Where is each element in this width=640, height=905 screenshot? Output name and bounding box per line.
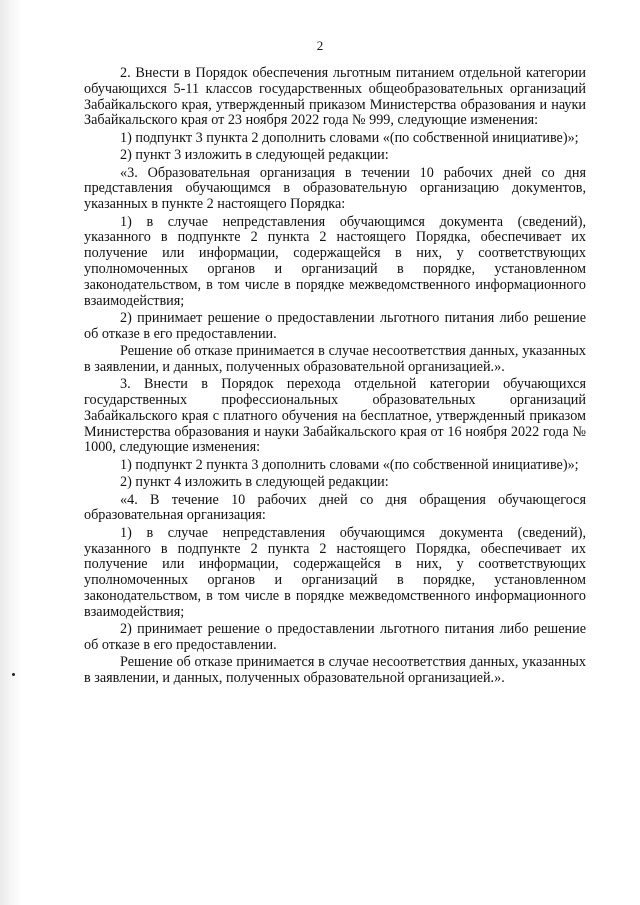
paragraph-subitem-1: 1) подпункт 3 пункта 2 дополнить словами «(по собственной инициативе)»; [120, 129, 579, 146]
paragraph-quoted-point-4: «4. В течение 10 рабочих дней со дня обращения обучающегося образовательная организация: [84, 491, 586, 524]
paragraph-refusal-note-b: Решение об отказе принимается в случае несоответствия данных, указанных в заявлении, и данных, полученных образовательной организацией.». [84, 654, 586, 687]
scan-shadow-edge [0, 0, 22, 905]
paragraph-quoted-subitem-1b: 1) в случае непредставления обучающимся документа (сведений), указанного в подпункте 2 пункта 2 настоящего Порядка, обеспечивает их получение или информации, содержащейся в них, у соответствующих уполномоченных органов и организаций в порядке, установленном законодательством, в том числе в порядке межведомственного информационного взаимодействия; [84, 524, 586, 620]
paragraph-item-2: 2. Внести в Порядок обеспечения льготным питанием отдельной категории обучающихся 5-11 классов государственных общеобразовательных организаций Забайкальского края, утвержденный приказом Министерства образования и науки Забайкальского края от 23 ноября 2022 года № 999, следующие изменения: [84, 65, 586, 129]
paragraph-quoted-subitem-2: 2) принимает решение о предоставлении льготного питания либо решение об отказе в его предоставлении. [84, 309, 586, 342]
paragraph-subitem-1b: 1) подпункт 2 пункта 3 дополнить словами «(по собственной инициативе)»; [120, 456, 579, 473]
paragraph-subitem-2: 2) пункт 3 изложить в следующей редакции: [120, 147, 389, 164]
paragraph-item-3: 3. Внести в Порядок перехода отдельной категории обучающихся государственных профессиональных образовательных организаций Забайкальского края с платного обучения на бесплатное, утвержденный приказом Министерства образования и науки Забайкальского края от 16 ноября 2022 года № 1000, следующие изменения: [84, 376, 586, 456]
paragraph-quoted-subitem-2b: 2) принимает решение о предоставлении льготного питания либо решение об отказе в его предоставлении. [84, 621, 586, 654]
paragraph-refusal-note: Решение об отказе принимается в случае несоответствия данных, указанных в заявлении, и данных, полученных образовательной организацией.». [84, 343, 586, 375]
scan-speck [12, 673, 15, 676]
page-number: 2 [316, 38, 324, 53]
paragraph-subitem-2b: 2) пункт 4 изложить в следующей редакции: [120, 474, 389, 491]
paragraph-quoted-point-3: «3. Образовательная организация в течении 10 рабочих дней со дня представления обучающимся в образовательную организацию документов, указанных в пункте 2 настоящего Порядка: [84, 164, 586, 213]
document-body [84, 66, 586, 689]
paragraph-quoted-subitem-1: 1) в случае непредставления обучающимся документа (сведений), указанного в подпункте 2 пункта 2 настоящего Порядка, обеспечивает их получение или информации, содержащейся в них, у соответствующих уполномоченных органов и организаций в порядке, установленном законодательством, в том числе в порядке межведомственного информационного взаимодействия; [84, 213, 586, 309]
